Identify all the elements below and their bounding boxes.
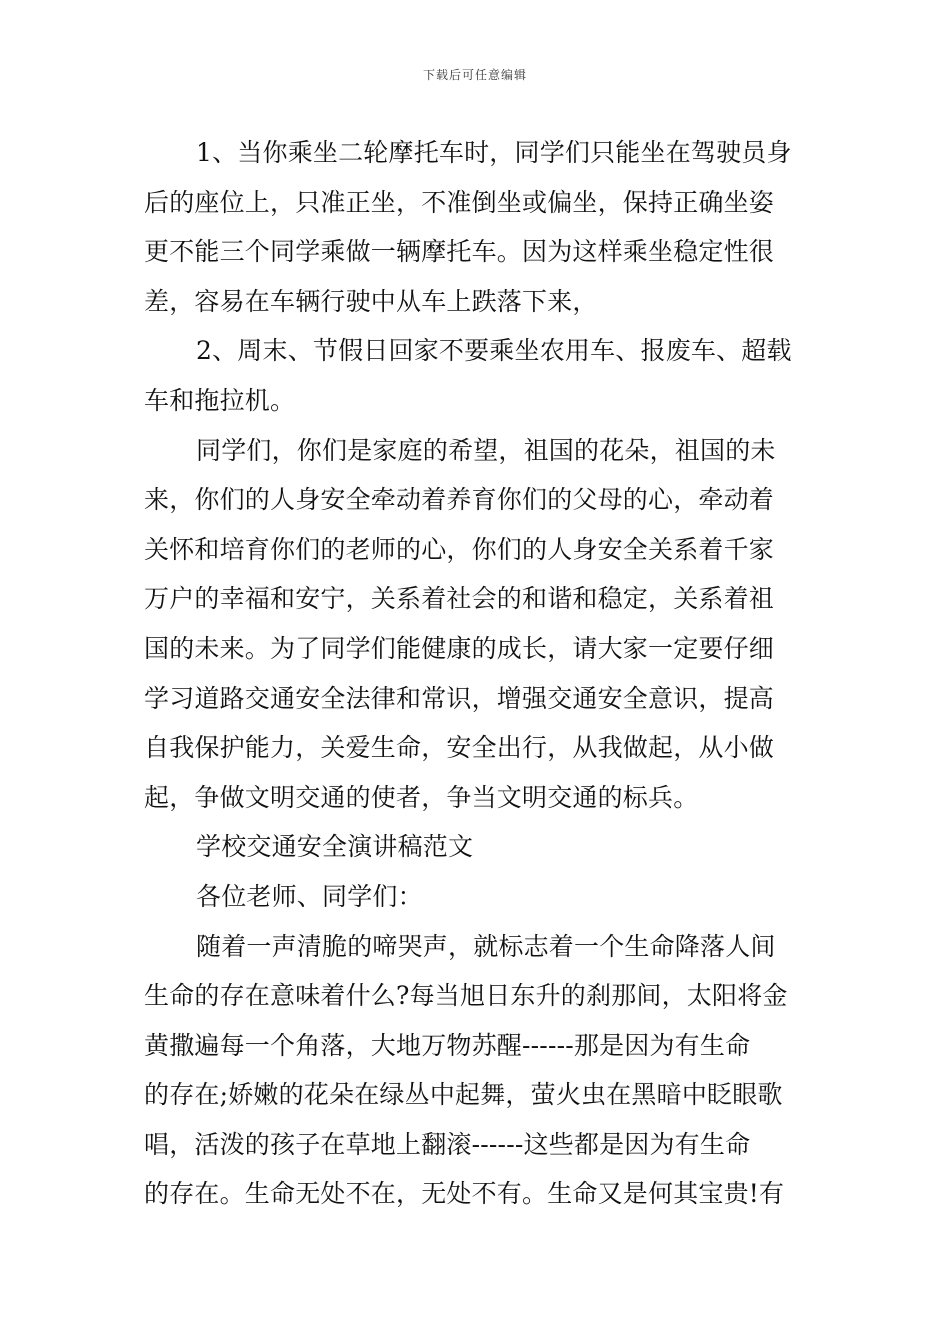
- text-line: 的存在;娇嫩的花朵在绿丛中起舞，萤火虫在黑暗中眨眼歌: [144, 1080, 783, 1110]
- text-line: 关怀和培育你们的老师的心，你们的人身安全关系着千家: [144, 534, 775, 564]
- section-title: 学校交通安全演讲稿范文: [196, 832, 474, 862]
- document-body: [144, 128, 808, 1219]
- text-line: 更不能三个同学乘做一辆摩托车。因为这样乘坐稳定性很: [144, 237, 775, 267]
- text-line: 同学们，你们是家庭的希望，祖国的花朵，祖国的未: [196, 435, 776, 465]
- salutation: 各位老师、同学们：: [196, 881, 423, 911]
- text-line: 车和拖拉机。: [144, 385, 296, 415]
- text-line: 2、周末、节假日回家不要乘坐农用车、报废车、超载: [196, 336, 792, 366]
- text-line: 的存在。生命无处不在，无处不有。生命又是何其宝贵!有: [144, 1179, 785, 1209]
- text-line: 差，容易在车辆行驶中从车上跌落下来，: [144, 286, 598, 316]
- text-line: 生命的存在意味着什么?每当旭日东升的刹那间，太阳将金: [144, 981, 788, 1011]
- page-header: 下载后可任意编辑: [422, 68, 527, 82]
- text-line: 来，你们的人身安全牵动着养育你们的父母的心，牵动着: [144, 485, 775, 515]
- text-line: 唱，活泼的孩子在草地上翻滚------这些都是因为有生命: [144, 1129, 751, 1159]
- text-line: 后的座位上，只准正坐，不准倒坐或偏坐，保持正确坐姿: [144, 187, 775, 217]
- text-line: 1、当你乘坐二轮摩托车时，同学们只能坐在驾驶员身: [196, 138, 792, 167]
- text-line: 万户的幸福和安宁，关系着社会的和谐和稳定，关系着祖: [144, 584, 775, 614]
- text-line: 国的未来。为了同学们能健康的成长，请大家一定要仔细: [144, 633, 775, 663]
- text-line: 黄撒遍每一个角落，大地万物苏醒------那是因为有生命: [144, 1030, 751, 1060]
- text-line: 起，争做文明交通的使者，争当文明交通的标兵。: [144, 782, 699, 812]
- text-line: 随着一声清脆的啼哭声，就标志着一个生命降落人间: [196, 931, 776, 961]
- text-line: 自我保护能力，关爱生命，安全出行，从我做起，从小做: [144, 733, 775, 763]
- text-line: 学习道路交通安全法律和常识，增强交通安全意识，提高: [144, 683, 775, 713]
